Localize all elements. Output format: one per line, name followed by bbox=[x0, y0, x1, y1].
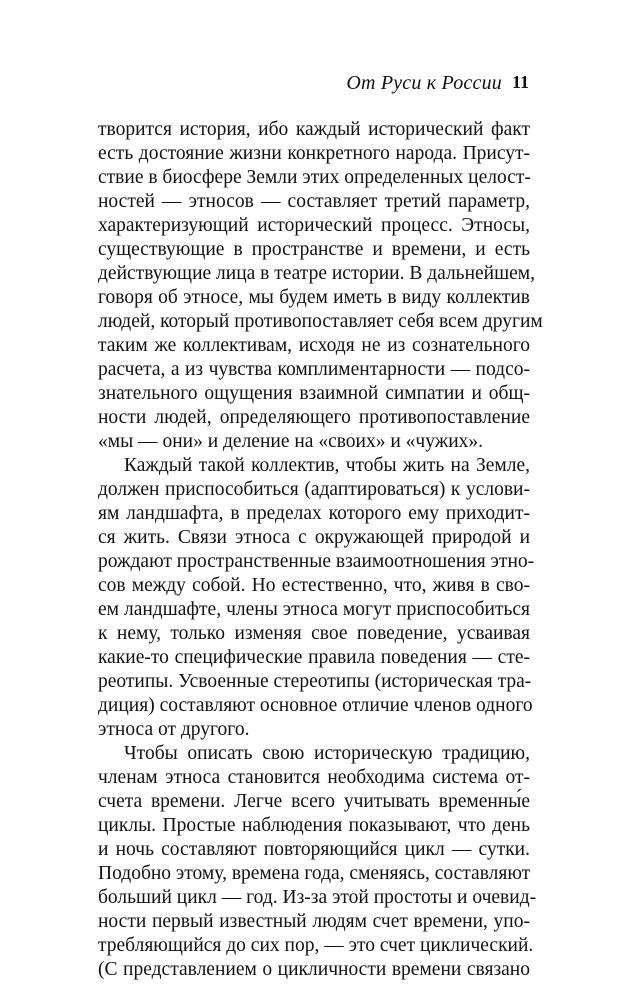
text-line: существующие в пространстве и времени, и есть bbox=[98, 239, 530, 260]
text-line: говоря об этносе, мы будем иметь в виду коллектив bbox=[98, 287, 530, 308]
text-line: людей, который противопоставляет себя всем другим bbox=[98, 311, 543, 332]
text-line: и ночь составляют повторяющийся цикл — сутки. bbox=[98, 839, 530, 860]
text-line: ностей — этносов — составляет третий параметр, bbox=[98, 191, 530, 212]
text-line: ям ландшафта, в пределах которого ему приходит- bbox=[98, 503, 530, 524]
body-text bbox=[98, 118, 543, 982]
text-line: ся жить. Связи этноса с окружающей природой и bbox=[98, 527, 530, 548]
text-line: расчета, а из чувства комплиментарности — подсо- bbox=[98, 359, 530, 380]
text-line: какие-то специфические правила поведения — сте- bbox=[98, 647, 530, 668]
text-line: должен приспособиться (адаптироваться) к услови- bbox=[98, 479, 530, 500]
running-title: От Руси к России bbox=[346, 72, 502, 94]
text-line: сов между собой. Но естественно, что, живя в сво- bbox=[98, 575, 530, 596]
text-line: Чтобы описать свою историческую традицию, bbox=[124, 743, 530, 764]
text-line: «мы — они» и деление на «своих» и «чужих». bbox=[98, 431, 484, 452]
text-line: творится история, ибо каждый исторический факт bbox=[98, 119, 530, 140]
text-line: (С представлением о цикличности времени связано bbox=[98, 959, 530, 980]
text-line: этноса от другого. bbox=[98, 719, 250, 740]
text-line: Каждый такой коллектив, чтобы жить на Земле, bbox=[124, 455, 530, 476]
text-line: характеризующий исторический процесс. Этносы, bbox=[98, 215, 530, 236]
text-line: Подобно этому, времена года, сменяясь, составляют bbox=[98, 863, 531, 884]
text-line: ности первый известный людям счет времени, упо- bbox=[98, 911, 530, 932]
text-line: ем ландшафте, члены этноса могут приспособиться bbox=[98, 599, 530, 620]
text-line: счета времени. Легче всего учитывать временны́е bbox=[98, 791, 530, 812]
text-line: реотипы. Усвоенные стереотипы (историческая тра- bbox=[98, 671, 532, 692]
text-line: действующие лица в театре истории. В дальнейшем, bbox=[98, 263, 535, 284]
text-line: ности людей, определяющего противопоставление bbox=[98, 407, 530, 428]
text-line: рождают пространственные взаимоотношения этно- bbox=[98, 551, 535, 572]
text-line: диция) составляют основное отличие членов одного bbox=[98, 695, 533, 716]
text-line: есть достояние жизни конкретного народа. Присут- bbox=[98, 143, 530, 164]
page-header bbox=[0, 72, 632, 102]
text-line: ствие в биосфере Земли этих определенных целост- bbox=[98, 167, 531, 188]
text-line: циклы. Простые наблюдения показывают, что день bbox=[98, 815, 530, 836]
text-line: членам этноса становится необходима система от- bbox=[98, 767, 530, 788]
text-line: таким же коллективам, исходя не из сознательного bbox=[98, 335, 530, 356]
text-line: к нему, только изменяя свое поведение, усваивая bbox=[98, 623, 530, 644]
text-line: знательного ощущения взаимной симпатии и общ- bbox=[98, 383, 530, 404]
text-line: больший цикл — год. Из-за этой простоты и очевид- bbox=[98, 887, 537, 908]
page-number: 11 bbox=[511, 72, 529, 92]
text-line: требляющийся до сих пор, — это счет циклический. bbox=[98, 935, 534, 956]
